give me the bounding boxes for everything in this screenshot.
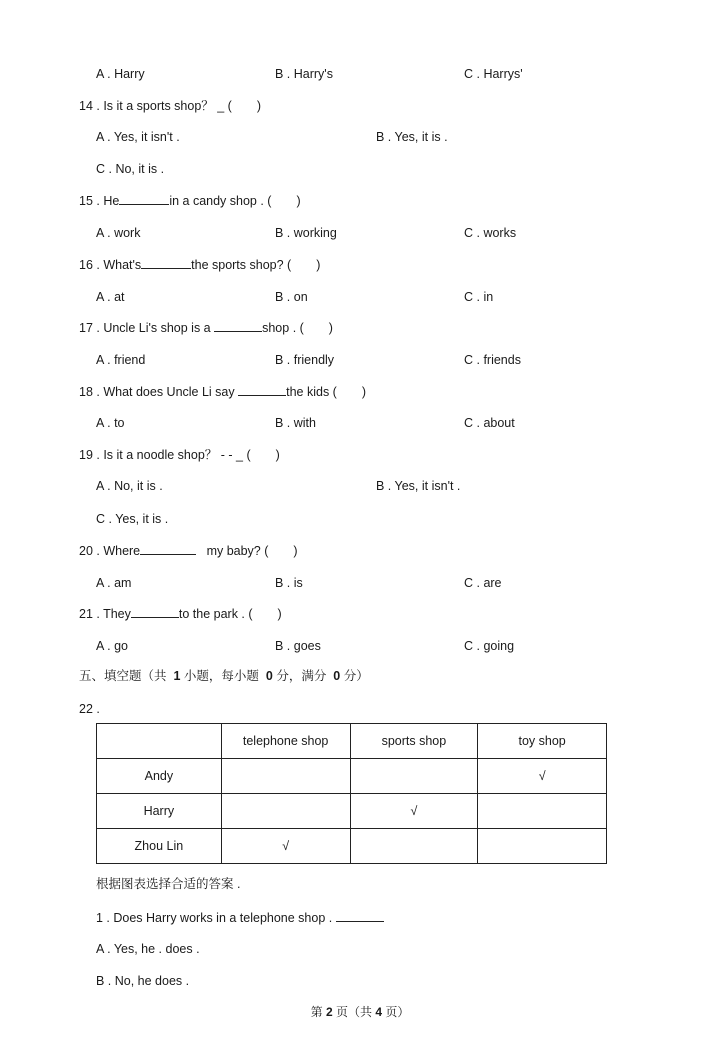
q21-blank	[131, 606, 179, 618]
q17-option-c: C . friends	[464, 353, 521, 367]
q15-option-c: C . works	[464, 226, 517, 240]
table-header-cell	[97, 724, 222, 759]
q21-option-b: B . goes	[275, 639, 321, 653]
q22-instruction: 根据图表选择合适的答案 .	[96, 877, 241, 891]
q15-option-a: A . work	[96, 226, 141, 240]
q17-text-start: 17 . Uncle Li's shop is a	[79, 321, 211, 335]
q20-option-a: A . am	[96, 576, 132, 590]
table-row	[97, 829, 607, 864]
q21-question	[79, 606, 282, 622]
table-header-row	[97, 724, 607, 759]
section-points-each: 0	[265, 669, 273, 683]
q16-option-a: A . at	[96, 290, 125, 304]
table-header-cell: sports shop	[350, 724, 478, 759]
table-cell: Zhou Lin	[97, 829, 222, 864]
q19-question: 19 . Is it a noodle shop？ - - _ ( )	[79, 448, 280, 462]
table-cell	[221, 794, 350, 829]
q13-option-a: A . Harry	[96, 67, 145, 81]
q22-sub1-text: 1 . Does Harry works in a telephone shop .	[96, 911, 333, 925]
q18-option-a: A . to	[96, 416, 125, 430]
q20-option-c: C . are	[464, 576, 502, 590]
footer-part1: 第	[310, 1005, 323, 1019]
table-cell	[350, 829, 478, 864]
page-footer	[0, 1004, 720, 1020]
table-cell: √	[478, 759, 607, 794]
section-heading	[79, 668, 369, 684]
footer-part3: 页）	[385, 1005, 410, 1019]
table-cell	[478, 829, 607, 864]
q22-sub1-option-a: A . Yes, he . does .	[96, 942, 200, 956]
q22-sub1-question	[96, 910, 384, 926]
table-cell: Andy	[97, 759, 222, 794]
q20-question	[79, 543, 298, 559]
q14-option-c: C . No, it is .	[96, 162, 165, 176]
q20-blank	[140, 543, 196, 555]
q16-blank	[141, 257, 191, 269]
q18-text-start: 18 . What does Uncle Li say	[79, 385, 235, 399]
table-cell	[478, 794, 607, 829]
q17-option-b: B . friendly	[275, 353, 335, 367]
table-cell: √	[221, 829, 350, 864]
q15-question	[79, 193, 301, 209]
q18-option-b: B . with	[275, 416, 316, 430]
q15-text-start: 15 . He	[79, 194, 120, 208]
q14-option-b: B . Yes, it is .	[376, 130, 448, 144]
q16-question	[79, 257, 320, 273]
q18-option-c: C . about	[464, 416, 515, 430]
section-question-count: 1	[173, 669, 181, 683]
q14-question: 14 . Is it a sports shop？ _ ( )	[79, 99, 262, 113]
footer-total-pages: 4	[375, 1005, 383, 1019]
q15-option-b: B . working	[275, 226, 337, 240]
table-cell: √	[350, 794, 478, 829]
table-row	[97, 759, 607, 794]
footer-part2: 页（共	[335, 1005, 372, 1019]
q20-text-end: my baby? ( )	[206, 544, 298, 558]
q20-text-start: 20 . Where	[79, 544, 141, 558]
section-heading-part3: 分，满分	[276, 669, 327, 683]
q21-text-start: 21 . They	[79, 607, 131, 621]
q17-blank	[214, 320, 262, 332]
table-cell	[221, 759, 350, 794]
q21-text-end: to the park . ( )	[178, 607, 282, 621]
q19-option-a: A . No, it is .	[96, 479, 163, 493]
q16-text-end: the sports shop? ( )	[191, 258, 321, 272]
q22-number: 22 .	[79, 702, 100, 716]
shop-table	[96, 723, 607, 864]
table-cell: Harry	[97, 794, 222, 829]
q15-text-end: in a candy shop . ( )	[169, 194, 301, 208]
q18-text-end: the kids ( )	[286, 385, 367, 399]
q17-question	[79, 320, 333, 336]
q19-option-b: B . Yes, it isn't .	[376, 479, 461, 493]
q16-text-start: 16 . What's	[79, 258, 142, 272]
q19-option-c: C . Yes, it is .	[96, 512, 169, 526]
q16-option-b: B . on	[275, 290, 308, 304]
section-heading-part4: 分）	[343, 669, 369, 683]
table-header-cell: telephone shop	[221, 724, 350, 759]
q14-option-a: A . Yes, it isn't .	[96, 130, 180, 144]
q22-sub1-option-b: B . No, he does .	[96, 974, 190, 988]
section-heading-part1: 五、填空题（共	[79, 669, 167, 683]
q16-option-c: C . in	[464, 290, 494, 304]
q17-text-end: shop . ( )	[262, 321, 333, 335]
q18-blank	[238, 384, 286, 396]
section-points-total: 0	[333, 669, 341, 683]
q17-option-a: A . friend	[96, 353, 146, 367]
table-row	[97, 794, 607, 829]
table-cell	[350, 759, 478, 794]
section-heading-part2: 小题，每小题	[183, 669, 259, 683]
q21-option-a: A . go	[96, 639, 128, 653]
footer-page-number: 2	[325, 1005, 333, 1019]
table-header-cell: toy shop	[478, 724, 607, 759]
q18-question	[79, 384, 366, 400]
q13-option-c: C . Harrys'	[464, 67, 523, 81]
q15-blank	[119, 193, 169, 205]
q13-option-b: B . Harry's	[275, 67, 333, 81]
q22-sub1-blank	[336, 910, 384, 922]
q20-option-b: B . is	[275, 576, 303, 590]
q21-option-c: C . going	[464, 639, 515, 653]
